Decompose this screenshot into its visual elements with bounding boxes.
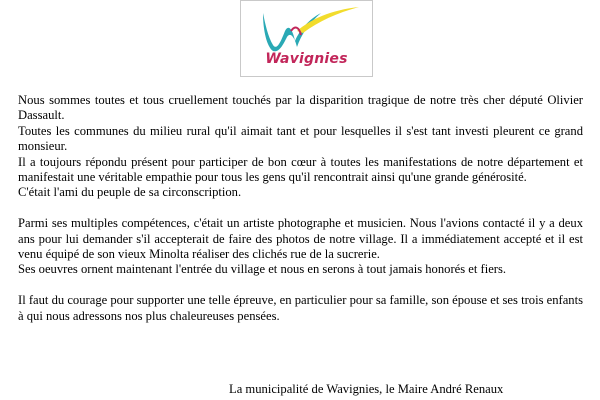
- paragraph-gap: [18, 278, 583, 293]
- logo-text: Wavignies: [265, 51, 348, 67]
- paragraph-line: Parmi ses multiples compétences, c'était un artiste photographe et musicien. Nous l'avions contacté il y a deux ans pour lui demander s'il accepterait de faire des photos de notre village. Il a immédiatement accepté et il est venu équipé de son vieux Minolta réaliser des clichés rue de la sucrerie.: [18, 216, 583, 262]
- paragraph-gap: [18, 201, 583, 216]
- paragraph-line: Toutes les communes du milieu rural qu'il aimait tant et pour lesquelles il s'est tant investi pleurent ce grand monsieur.: [18, 123, 583, 154]
- paragraph-line: Il faut du courage pour supporter une telle épreuve, en particulier pour sa famille, son épouse et ses trois enfants à qui nous adressons nos plus chaleureuses pensées.: [18, 293, 583, 323]
- letter-body: [18, 93, 583, 324]
- paragraph-line: Ses oeuvres ornent maintenant l'entrée du village et nous en serons à tout jamais honorés et fiers.: [18, 262, 507, 277]
- signature: La municipalité de Wavignies, le Maire André Renaux: [229, 382, 504, 396]
- paragraph-line: C'était l'ami du peuple de sa circonscription.: [18, 185, 242, 200]
- logo: [240, 0, 373, 77]
- paragraph-line: Nous sommes toutes et tous cruellement touchés par la disparition tragique de notre très cher député Olivier Dassault.: [18, 93, 583, 123]
- paragraph-line: Il a toujours répondu présent pour participer de bon cœur à toutes les manifestations de notre département et manifestait une véritable empathie pour tous les gens qu'il rencontrait ainsi qu'une grande générosité.: [18, 154, 583, 185]
